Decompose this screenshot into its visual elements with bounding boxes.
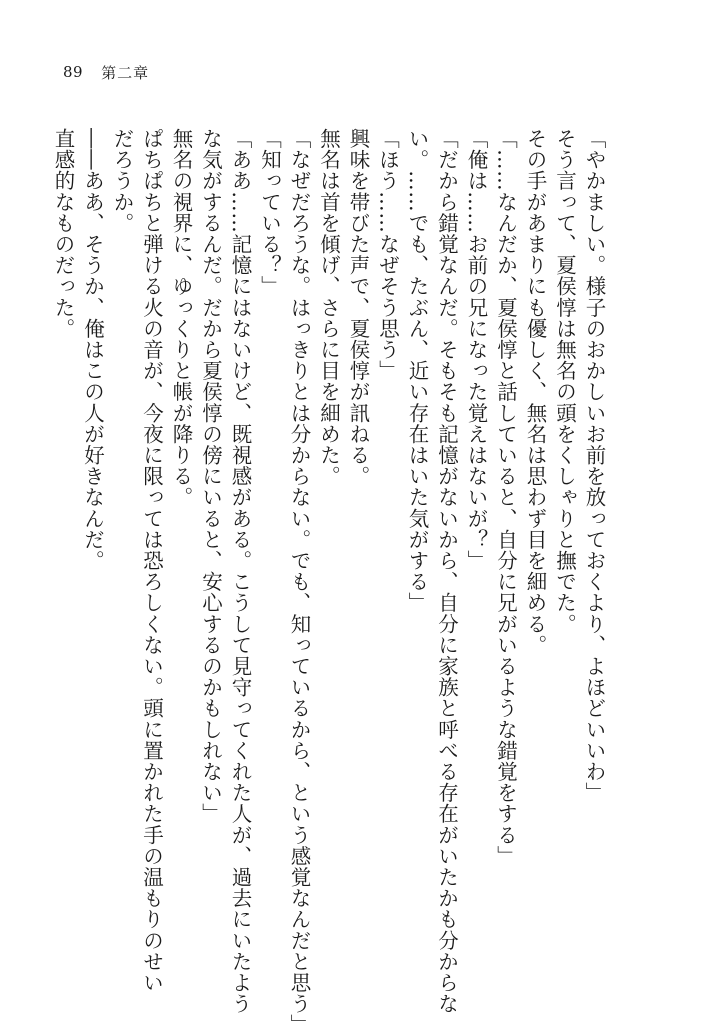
chapter-title: 第二章 [101, 63, 150, 82]
text-line: な気がするんだ。だから夏侯惇の傍にいると、安心するのかもしれない」 [198, 128, 223, 825]
text-line: 「やかましい。様子のおかしいお前を放っておくより、よほどいいわ」 [582, 128, 606, 804]
page-header [63, 60, 149, 84]
text-line: 「だから錯覚なんだ。そもそも記憶がないから、自分に家族と呼べる存在がいたかも分からな [434, 128, 459, 1015]
text-line: 無名の視界に、ゆっくりと帳が降りる。 [169, 128, 193, 508]
text-line: ――ああ、そうか、俺はこの人が好きなんだ。 [80, 128, 105, 572]
text-line: 「……なんだか、夏侯惇と話していると、自分に兄がいるような錯覚をする」 [493, 128, 518, 867]
text-line: だろうか。 [110, 128, 134, 234]
text-line: 「ああ……記憶にはないけど、既視感がある。こうして見守ってくれた人が、過去にいたよう [228, 128, 252, 1015]
text-line: 「知っている？」 [257, 128, 282, 297]
text-line: 「ほう……なぜそう思う」 [375, 128, 400, 382]
text-line: 「俺は……お前の兄になった覚えはないが？」 [464, 128, 488, 572]
text-line: そう言って、夏侯惇は無名の頭をくしゃりと撫でた。 [552, 128, 577, 635]
page-number: 89 [63, 63, 84, 81]
text-line: その手があまりにも優しく、無名は思わず目を細める。 [523, 128, 547, 656]
vertical-body-text [51, 128, 608, 1035]
text-line: 興味を帯びた声で、夏侯惇が訊ねる。 [346, 128, 370, 487]
text-line: 「なぜだろうな。はっきりとは分からない。でも、知っているから、という感覚なんだと思う」 [287, 128, 311, 1035]
text-line: 直感的なものだった。 [51, 128, 75, 339]
text-line: 無名は首を傾げ、さらに目を細めた。 [316, 128, 341, 487]
text-line: ぱちぱちと弾ける火の音が、今夜に限っては恐ろしくない。頭に置かれた手の温もりのせい [139, 128, 164, 994]
text-line: い。……でも、たぶん、近い存在はいた気がする」 [405, 128, 429, 614]
